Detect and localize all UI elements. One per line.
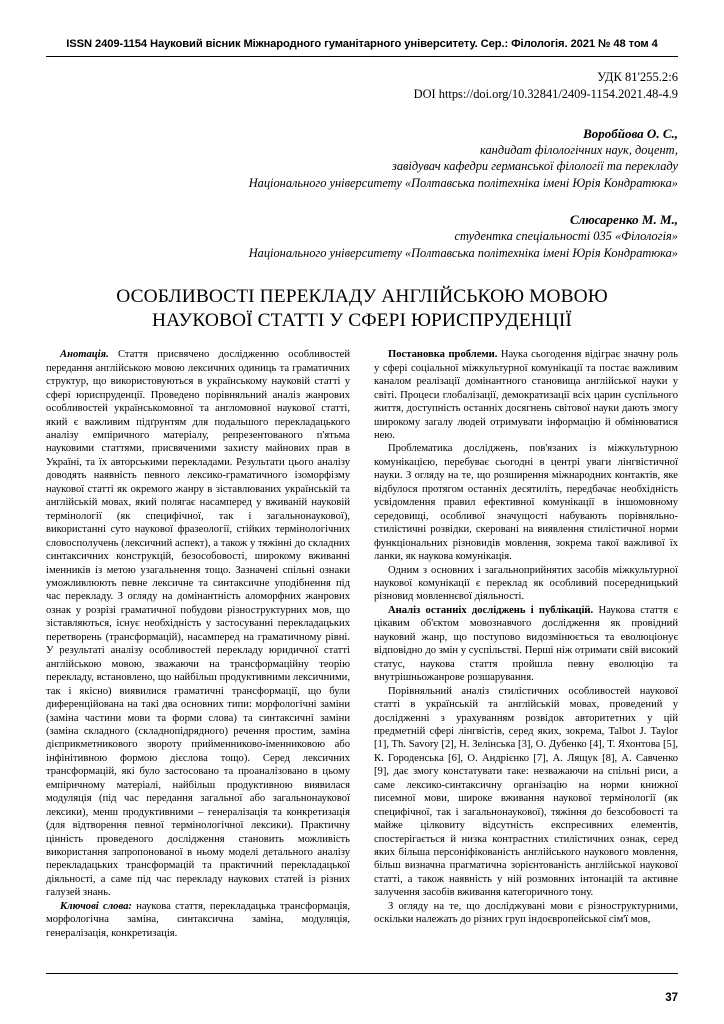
keywords-label: Ключові слова: (60, 900, 132, 912)
footer-divider (46, 973, 678, 974)
doi-link[interactable]: DOI https://doi.org/10.32841/2409-1154.2021.48-4.9 (413, 87, 678, 101)
author-affiliation-line: завідувач кафедри германської філології та перекладу (392, 159, 678, 174)
page-number: 37 (665, 992, 678, 1004)
section-paragraph (374, 685, 678, 900)
author-affiliation-line: Національного університету «Полтавська політехніка імені Юрія Кондратюка» (248, 175, 678, 190)
author-name: Воробйова О. С., (583, 125, 678, 141)
udc-code: УДК 81'255.2:6 (597, 70, 678, 84)
section-text: Одним з основних і загальноприйнятих засобів міжкультурної наукової комунікації є переклад як особливий посередницький різновид мовленнєвої діяльності. (374, 564, 678, 603)
abstract-label: Анотація. (60, 349, 109, 361)
author-name: Слюсаренко М. М., (569, 212, 678, 228)
keywords-text: наукова стаття, перекладацька трансформація, морфологічна заміна, синтаксична заміна, модуляція, генералізація, конкретизація. (46, 900, 350, 939)
keywords-paragraph (46, 900, 350, 940)
author-block-2 (46, 211, 678, 261)
author-affiliation-line: кандидат філологічних наук, доцент, (480, 142, 678, 157)
section-paragraph (374, 900, 678, 927)
section-text: Наукова стаття є цікавим об'єктом мовознавчого дослідження як провідний науковий жанр, що поступово видозмінюється та еволюціонує відповідно до змін у суспільстві. Перші ніж отримати свій високий статус, наукова стаття пройшла певну еволюцію та внутрішньожанрове розшарування. (374, 604, 678, 684)
author-affiliation-line: студентка спеціальності 035 «Філологія» (454, 229, 678, 244)
column-right (374, 348, 678, 940)
author-affiliation-line: Національного університету «Полтавська політехніка імені Юрія Кондратюка» (248, 245, 678, 260)
section-text: Наука сьогодення відіграє значну роль у сфері соціальної міжкультурної комунікації та постає важливим каналом реалізації домінантного становища англійської науки у світі. Процеси глобалізації, демократизації всіх царин суспільного життя, доступність останніх досягнень світової науки дають змогу широкому загалу людей отримувати інформацію й обмінюватися нею. (374, 349, 678, 441)
title-line-2: НАУКОВОЇ СТАТТІ У СФЕРІ ЮРИСПРУДЕНЦІЇ (151, 309, 572, 331)
section-label: Постановка проблеми. (388, 349, 498, 361)
section-text: Проблематика досліджень, пов'язаних із міжкультурною комунікацією, перебуває сьогодні в центрі уваги лінгвістичної науки. З огляду на те, що розширення міжнародних контактів, яке відбулося протягом останніх десятиліть, передбачає необхідність усвідомлення правил ефективної комунікації в іншомовному середовищі, особливої значущості набувають порівняльно-стилістичні розвідки, скеровані на виявлення стилістичної норми функціональних різновидів мовлення, зокрема такої важливої їх ланки, як наукова комунікація. (374, 443, 678, 563)
abstract-paragraph (46, 348, 350, 900)
section-paragraph (374, 348, 678, 442)
section-text: З огляду на те, що досліджувані мови є різноструктурними, оскільки належать до різних груп індоєвропейської сім'ї мов, (374, 900, 678, 926)
section-paragraph (374, 442, 678, 563)
section-paragraph (374, 564, 678, 604)
section-paragraph (374, 604, 678, 685)
abstract-text: Стаття присвячено дослідженню особливостей передання англійською мовою лексичних одиниць та граматичних структур, що використовуються в українському науковій статті у сфері юриспруденції. Проведено порівняльний аналіз жанрових особливостей українськомовної та англомовної наукової статті, який є важливим підґрунтям для подальшого перекладацького аналізу емпіричного матеріалу, репрезентованого п'ятьма науковими статтями, присвяченими захисту майнових прав в Україні, та їх авторськими перекладами. Результати цього аналізу доводять наявність певного лексико-граматичного ізоморфізму наукової статті як окремого жанру в зіставлюваних українській та англійській мовах, який полягає насамперед у вживаній науковій термінології (як специфічної, так і загальнонаукової), використанні суто наукової фразеології, стійких термінологічних словосполучень (лексичний аспект), а також у тяжінні до складних синтаксичних конструкцій, безособовості, широкому вживанні іменників із метою узагальнення тощо. Зазначені спільні ознаки уможливлюють певне лексичне та синтаксичне уподібнення під час перекладу. З огляду на домінантність аломорфних жанрових ознак у розрізі граматичної побудови різноструктурних мов, що зіставляються, існує необхідність у застосуванні перекладацьких перетворень (трансформацій), насамперед на граматичному рівні. У результаті аналізу особливостей перекладу юридичної статті англійською мовою, зважаючи на трансформаційну теорію перекладу, встановлено, що найбільш продуктивними лексичними, так і якісно) виявилися граматичні трансформації, що були диференційована на такі два основних типи: морфологічні заміни (заміна частини мови та форми слова) та синтаксичні заміни (заміна складного (складнопідрядного) речення простим, заміна дієприкметникового звороту прийменниково-іменниковою або інфінітивною формою дієслова тощо). Серед лексичних трансформацій, які було застосовано та проаналізовано в цьому емпіричному матеріалі, найбільш продуктивною виявилася модуляція (під час передання загальної або загальнонаукової лексики), менш продуктивними – генералізація та конкретизація (для відтворення певної термінологічної лексики). Практичну цінність проведеного дослідження становить можливість використання запропонованої в ньому моделі детального аналізу перекладацьких трансформацій та практичний перекладацької діяльності, а саме під час перекладу наукових статей із різних галузей знань. (46, 349, 350, 899)
page-title (46, 285, 678, 332)
running-head: ISSN 2409-1154 Науковий вісник Міжнародного гуманітарного університету. Сер.: Філологія. 2021 № 48 том 4 (66, 38, 658, 50)
body-columns (46, 348, 678, 940)
section-label: Аналіз останніх досліджень і публікацій. (388, 604, 594, 616)
title-line-1: ОСОБЛИВОСТІ ПЕРЕКЛАДУ АНГЛІЙСЬКОЮ МОВОЮ (116, 285, 608, 307)
column-left (46, 348, 350, 940)
header-divider (46, 56, 678, 57)
section-text: Порівняльний аналіз стилістичних особливостей наукової статті в українській та англійській мовах, проведений у дослідженні з урахуванням розвідок авторитетних у цій предметній сфері лінгвістів, серед яких, зокрема, Talbot J. Taylor [1], Th. Savory [2], Н. Зелінська [3], О. Дубенко [4], Т. Яхонтова [5], К. Городенська [6], О. Андрієнко [7], А. Лящук [8], А. Савченко [9], дає змогу констатувати таке: незважаючи на спільні риси, а саме лексико-синтаксичну організацію на норми книжної писемної мови, широке вживання наукової термінології (як специфічної, так і загальнонаукової), тяжіння до безсобовості та майже цілковиту відсутність експресивних елементів, спостерігається й низка контрастних стилістичних ознак, серед яких більша персоніфікованість англійського наукового мовлення, більш визначна прагматична зорієнтованість англійської наукової статті, а також наявність у ній розмовних інтонацій та активне залучення засобів вживання категоричного тону. (374, 685, 678, 899)
identifiers-block (46, 69, 678, 103)
author-block-1 (46, 125, 678, 191)
